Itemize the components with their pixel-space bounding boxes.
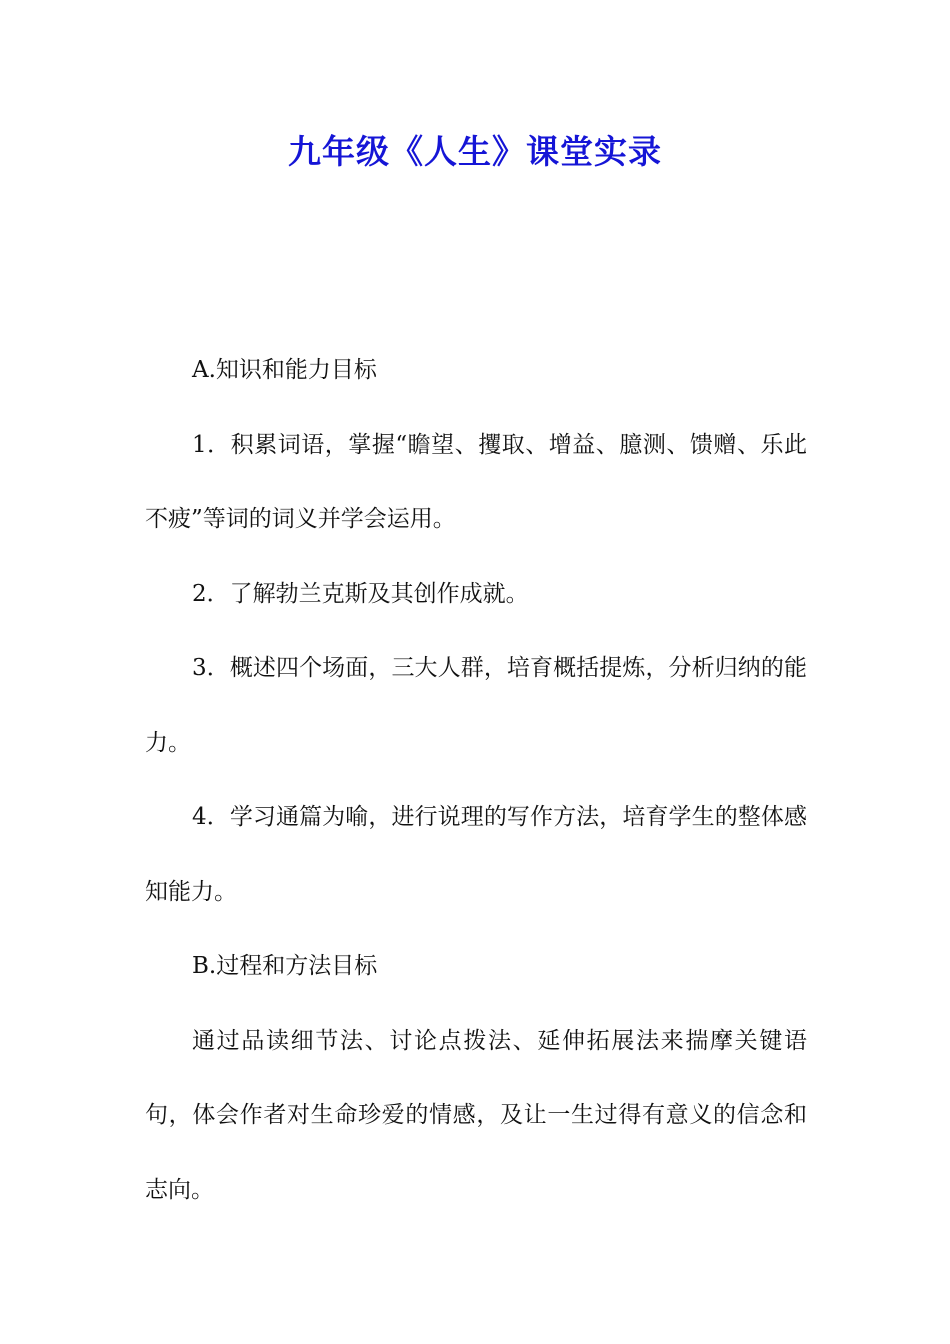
paragraph-item-1: 1．积累词语，掌握“瞻望、攫取、增益、臆测、馈赠、乐此不疲”等词的词义并学会运用。 [145,431,807,532]
paragraph-item-2: 2．了解勃兰克斯及其创作成就。 [192,580,529,607]
document-title: 九年级《人生》课堂实录 [288,132,662,171]
paragraph-item-4: 4．学习通篇为喻，进行说理的写作方法，培育学生的整体感知能力。 [145,804,807,905]
paragraph-objective-a: A.知识和能力目标 [192,357,377,383]
paragraph-objective-b: B.过程和方法目标 [192,953,378,979]
document-body [145,333,807,1227]
paragraph-method: 通过品读细节法、讨论点拨法、延伸拓展法来揣摩关键语句，体会作者对生命珍爱的情感，及让一生过得有意义的信念和志向。 [145,1027,807,1203]
paragraph-item-3: 3．概述四个场面，三大人群，培育概括提炼，分析归纳的能力。 [145,655,807,756]
